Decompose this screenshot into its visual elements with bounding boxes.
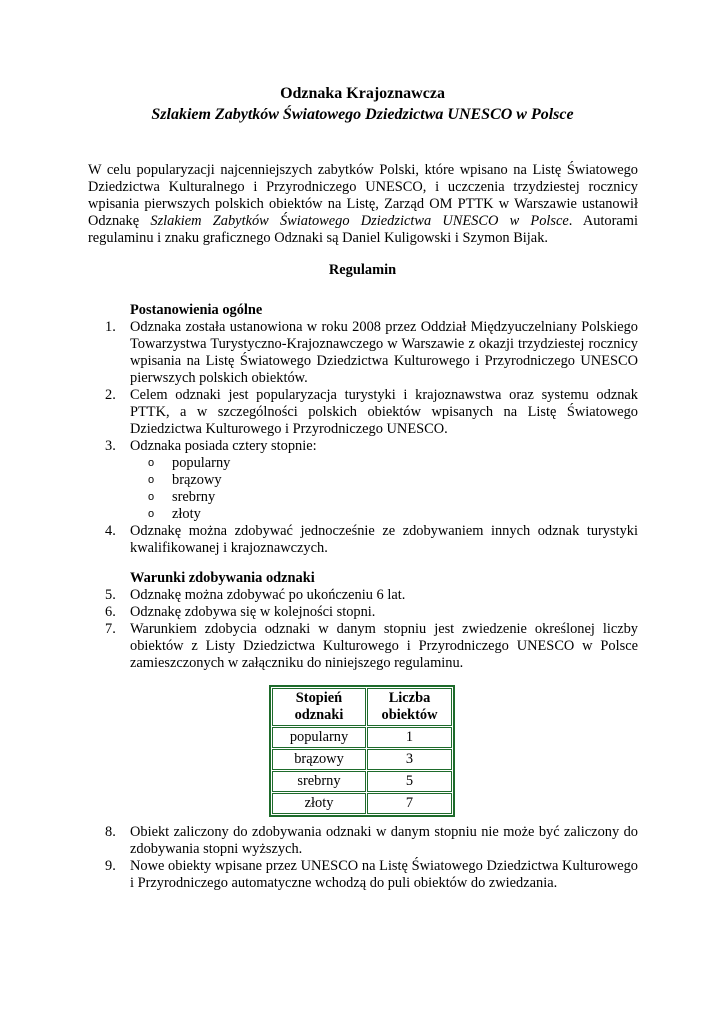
regulamin-heading: Regulamin	[328, 262, 397, 278]
table-cell-count: 5	[367, 771, 452, 792]
intro-paragraph	[88, 162, 638, 247]
list-item-text: Odznakę zdobywa się w kolejności stopni.	[130, 604, 376, 620]
table-cell-count: 3	[367, 749, 452, 770]
list-number: 6.	[105, 604, 116, 620]
levels-table	[269, 685, 455, 817]
table-row	[272, 749, 452, 770]
list-item-text: Obiekt zaliczony do zdobywania odznaki w danym stopniu nie może być zaliczony do zdobywania stopni wyższych.	[130, 824, 638, 857]
bullet-marker: o	[148, 457, 155, 469]
list-item	[105, 387, 638, 438]
list-item-text: Odznaka została ustanowiona w roku 2008 przez Oddział Międzyuczelniany Polskiego Towarzystwa Turystyczno-Krajoznawczego w Warszawie z okazji trzydziestej rocznicy wpisania na Listę Światowego Dziedzictwa Kulturowego i Przyrodniczego UNESCO pierwszych polskich obiektów.	[130, 319, 638, 386]
document-subtitle: Szlakiem Zabytków Światowego Dziedzictwa UNESCO w Polsce	[151, 106, 574, 123]
list-item	[105, 438, 638, 455]
list-number: 8.	[105, 824, 116, 840]
list-item-text: Odznakę można zdobywać jednocześnie ze zdobywaniem innych odznak turystyki kwalifikowanej i krajoznawczych.	[130, 523, 638, 556]
list-item-text: Odznakę można zdobywać po ukończeniu 6 lat.	[130, 587, 406, 603]
level-name: popularny	[172, 455, 231, 471]
header-line: odznaki	[294, 707, 344, 723]
list-item-text: Warunkiem zdobycia odznaki w danym stopniu jest zwiedzenie określonej liczby obiektów z Listy Dziedzictwa Kulturowego i Przyrodniczego UNESCO w Polsce zamieszczonych w załączniku do niniejszego regulaminu.	[130, 621, 638, 671]
intro-text-end: . Autorami regulaminu i znaku graficznego Odznaki są Daniel Kuligowski i Szymon Bijak.	[88, 213, 638, 246]
level-bullet	[148, 455, 231, 472]
table-cell-level: złoty	[272, 793, 366, 814]
document-title: Odznaka Krajoznawcza	[280, 85, 445, 102]
table-cell-level: brązowy	[272, 749, 366, 770]
list-number: 2.	[105, 387, 116, 403]
list-item-text: Odznaka posiada cztery stopnie:	[130, 438, 317, 454]
list-number: 5.	[105, 587, 116, 603]
table-cell-count: 1	[367, 727, 452, 748]
level-bullet	[148, 489, 216, 506]
list-item	[105, 858, 638, 892]
bullet-marker: o	[148, 491, 155, 503]
list-item	[105, 319, 638, 387]
list-item	[105, 587, 638, 604]
list-number: 7.	[105, 621, 116, 637]
header-line: Liczba	[388, 690, 431, 706]
table-header-count	[367, 688, 452, 726]
header-line: obiektów	[381, 707, 438, 723]
list-item	[105, 621, 638, 672]
level-name: brązowy	[172, 472, 222, 488]
table-row	[272, 727, 452, 748]
list-number: 4.	[105, 523, 116, 539]
table-header-row	[272, 688, 452, 726]
intro-italic-name: Szlakiem Zabytków Światowego Dziedzictwa UNESCO w Polsce	[150, 213, 569, 229]
level-bullet	[148, 472, 222, 489]
bullet-marker: o	[148, 508, 155, 520]
bullet-marker: o	[148, 474, 155, 486]
section-heading-conditions: Warunki zdobywania odznaki	[130, 570, 315, 586]
level-bullet	[148, 506, 201, 523]
table-row	[272, 793, 452, 814]
list-item	[105, 824, 638, 858]
list-item-text: Nowe obiekty wpisane przez UNESCO na Listę Światowego Dziedzictwa Kulturowego i Przyrodniczego automatyczne wchodzą do puli obiektów do zwiedzania.	[130, 858, 638, 891]
list-item	[105, 604, 638, 621]
list-item	[105, 523, 638, 557]
table-cell-level: popularny	[272, 727, 366, 748]
level-name: złoty	[172, 506, 201, 522]
list-item-text: Celem odznaki jest popularyzacja turystyki i krajoznawstwa oraz systemu odznak PTTK, a w szczególności polskich obiektów wpisanych na Listę Światowego Dziedzictwa Kulturowego i Przyrodniczego UNESCO.	[130, 387, 638, 437]
list-number: 1.	[105, 319, 116, 335]
table-row	[272, 771, 452, 792]
level-name: srebrny	[172, 489, 216, 505]
table-cell-level: srebrny	[272, 771, 366, 792]
table-header-level	[272, 688, 366, 726]
table-cell-count: 7	[367, 793, 452, 814]
intro-text: W celu popularyzacji najcenniejszych zabytków Polski, które wpisano na Listę Światowego Dziedzictwa Kulturalnego i Przyrodniczego UNESCO, i uczczenia trzydziestej rocznicy wpisania pierwszych polskich obiektów na Listę, Zarząd OM PTTK w Warszawie ustanowił Odznakę	[88, 162, 638, 229]
header-line: Stopień	[295, 690, 343, 706]
list-number: 3.	[105, 438, 116, 454]
section-heading-general: Postanowienia ogólne	[130, 302, 263, 318]
list-number: 9.	[105, 858, 116, 874]
